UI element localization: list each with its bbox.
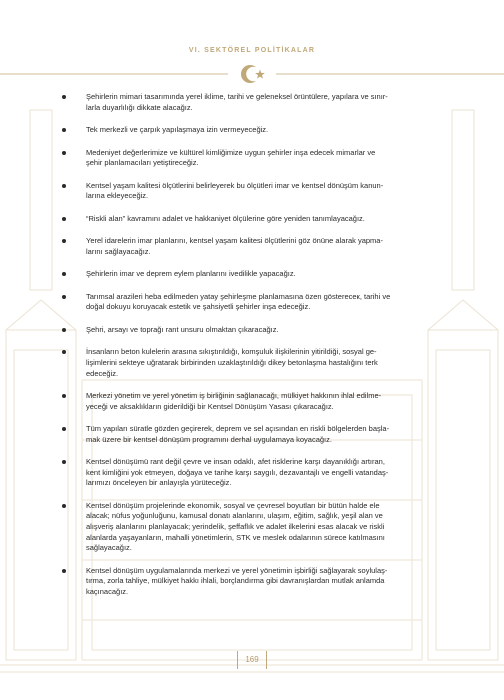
list-item-line: kent kimliğini yok etmeyen, doğaya ve tarihe karşı saygılı, dezavantajlı ve engelli vatandaş- — [86, 467, 389, 477]
list-item-line: tırma, zorla tahliye, mülkiyet hakkı ihlali, borçlandırma gibi davranışlardan mutlak anlamda — [86, 576, 385, 586]
list-item-line: alanlarda yaşayanların, mahalli yönetimlerin, STK ve meslek odalarının sürece katılmasını — [86, 532, 385, 542]
list-item-line: edeceğiz. — [86, 368, 119, 378]
list-item — [60, 501, 464, 554]
bullet-icon — [62, 239, 66, 243]
list-item-line: lişimlerini sekteye uğratarak birbirinden uzaklaştırıldığı dikey betonlaşma hastalığını terk — [86, 357, 378, 367]
list-item-line: Kentsel dönüşüm uygulamalarında merkezi ve yerel yönetimin işbirliği sağlayarak soylulaş- — [86, 565, 388, 575]
bullet-icon — [62, 328, 66, 332]
bullet-icon — [62, 569, 66, 573]
bullet-icon — [62, 460, 66, 464]
list-item — [60, 292, 464, 313]
list-item — [60, 269, 464, 280]
list-item-line: Medeniyet değerlerimize ve kültürel kimliğimize uygun şehirler inşa edecek mimarlar ve — [86, 147, 376, 157]
list-item-line: “Riskli alan” kavramını adalet ve hakkaniyet ölçülerine göre yeniden tanımlayacağız. — [86, 213, 365, 223]
policy-list — [60, 92, 464, 609]
list-item — [60, 566, 464, 598]
list-item-line: doğal dokuyu koruyacak estetik ve şahsiyetli şehirler inşa edeceğiz. — [86, 302, 311, 312]
list-item — [60, 325, 464, 336]
section-header: VI. SEKTÖREL POLİTİKALAR — [188, 47, 316, 54]
header-divider — [0, 60, 504, 90]
list-item — [60, 457, 464, 489]
bullet-icon — [62, 295, 66, 299]
list-item-line: Tarımsal arazileri heba edilmeden yatay şehirleşme planlamasına özen göstereceк, tarihi ve — [86, 291, 391, 301]
crescent-star-icon — [241, 65, 265, 83]
list-item — [60, 181, 464, 202]
list-item-line: kaçınacağız. — [86, 586, 129, 596]
list-item-line: Tek merkezli ve çarpık yapılaşmaya izin vermeyeceğiz. — [86, 125, 269, 135]
list-item — [60, 214, 464, 225]
bullet-icon — [62, 504, 66, 508]
bullet-icon — [62, 95, 66, 99]
bullet-icon — [62, 272, 66, 276]
list-item — [60, 236, 464, 257]
list-item-line: sağlayacağız. — [86, 543, 132, 553]
bullet-icon — [62, 394, 66, 398]
list-item — [60, 148, 464, 169]
bullet-icon — [62, 427, 66, 431]
page-number: 169 — [237, 651, 266, 669]
list-item-line: Şehirlerin mimari tasarımında yerel iklime, tarihi ve geleneksel örüntülere, yapılara ve sınır- — [86, 92, 388, 101]
bullet-icon — [62, 350, 66, 354]
bullet-icon — [62, 184, 66, 188]
list-item-line: Merkezi yönetim ve yerel yönetim iş birliğinin sağlanacağı, mülkiyet hakkının ihlal edilme- — [86, 391, 382, 400]
list-item-line: İnsanların beton kulelerin arasına sıkıştırıldığı, komşuluk ilişkilerinin yitirildiği, sosyal ge- — [86, 347, 377, 357]
list-item-line: şehir planlamacıları yetiştireceğiz. — [86, 158, 199, 168]
list-item — [60, 424, 464, 445]
list-item-line: Şehri, arsayı ve toprağı rant unsuru olmaktan çıkaracağız. — [86, 324, 279, 334]
list-item — [60, 92, 464, 113]
list-item-line: Yerel idarelerin imar planlarını, kentsel yaşam kalitesi ölçütlerini göz önüne alarak yapma- — [86, 236, 383, 246]
bullet-icon — [62, 217, 66, 221]
list-item-line: Kentsel yaşam kalitesi ölçütlerini belirleyerek bu ölçütleri imar ve kentsel dönüşüm kanun- — [86, 180, 384, 190]
list-item-line: Tüm yapıları süratle gözden geçirerek, deprem ve sel açısından en riskli bölgelerden başla- — [86, 424, 390, 434]
list-item-line: larına ekleyeceğiz. — [86, 191, 149, 201]
list-item-line: larımızı önceleyen bir anlayışla yürüteceğiz. — [86, 478, 232, 488]
bullet-icon — [62, 151, 66, 155]
list-item — [60, 347, 464, 379]
list-item-line: larla duyarlılığı dikkate alacağız. — [86, 102, 193, 112]
list-item-line: alacak; nüfus yoğunluğunu, kamusal donatı alanlarını, ulaşım, eğitim, sağlık, yeşil alan ve — [86, 511, 383, 521]
list-item-line: larını sağlayacağız. — [86, 246, 151, 256]
list-item-line: Kentsel dönüşümü rant değil çevre ve insan odaklı, afet risklerine karşı dayanıklığı artıran, — [86, 457, 385, 467]
bullet-icon — [62, 128, 66, 132]
list-item-line: Şehirlerin imar ve deprem eylem planlarını ivedilikle yapacağız. — [86, 269, 296, 279]
list-item-line: alışveriş alanlarını planlayacak; yerindelik, şeffaflık ve adalet ilkelerini esas alacak ve riskli — [86, 522, 385, 532]
list-item-line: yeceği ve aksaklıkların giderildiği bir Kentsel Dönüşüm Yasası çıkaracağız. — [86, 401, 334, 411]
list-item-line: mak üzere bir kentsel dönüşüm programını derhal uygulamaya koyacağız. — [86, 434, 332, 444]
list-item — [60, 391, 464, 412]
list-item-line: Kentsel dönüşüm projelerinde ekonomik, sosyal ve çevresel boyutları bir bütün halde ele — [86, 500, 380, 510]
list-item — [60, 125, 464, 136]
